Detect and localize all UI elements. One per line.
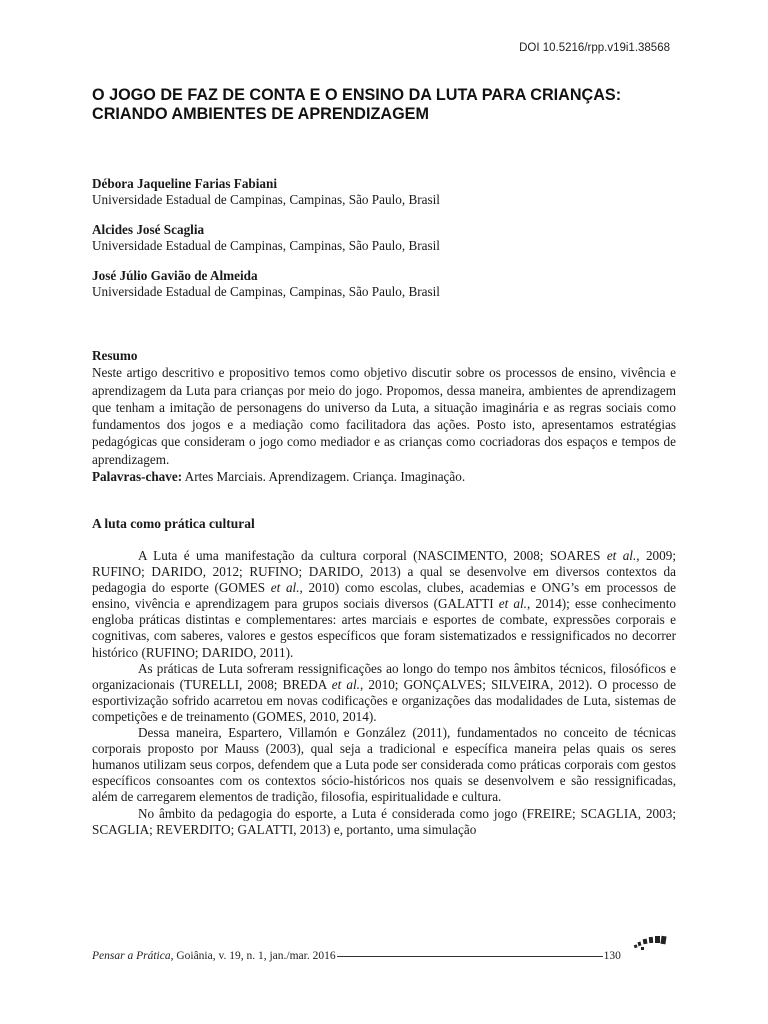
citation-et-al: et al.: [498, 596, 527, 612]
author-name: José Júlio Gavião de Almeida: [92, 268, 258, 283]
text-run: A Luta é uma manifestação da cultura corporal (NASCIMENTO, 2008; SOARES: [138, 548, 607, 563]
paragraph-4: No âmbito da pedagogia do esporte, a Luta é considerada como jogo (FREIRE; SCAGLIA, 2003; SCAGLIA; REVERDITO; GALATTI, 2013) e, portanto, uma simulação: [92, 805, 676, 837]
text-run: , 2014); esse conhecimento engloba práticas distintas e complementares: artes marciais e esportes de combate, expressões corporais e cognitivas, com saberes, valores e gestos específicos que foram sistematizados e ressignificados no decorrer histórico (RUFINO; DARIDO, 2011).: [92, 596, 677, 660]
author-list: [92, 176, 692, 314]
section-heading: A luta como prática cultural: [92, 516, 255, 531]
text-run: , 2009; RUFINO; DARIDO, 2012; RUFINO; DARIDO, 2013) a qual se desenvolve em diversos contextos da pedagogia do esporte (GOMES: [92, 548, 677, 596]
paragraph-2: [92, 661, 676, 725]
keywords: [92, 468, 676, 485]
paragraph-3: Dessa maneira, Espartero, Villamón e González (2011), fundamentados no conceito de técnicas corporais proposto por Mauss (2003), qual seja a tradicional e específica maneira pelas quais os seres humanos utilizam seus corpos, defendem que a Luta pode ser considerada como práticas corporais com gestos específicos consoantes com os contextos sócio-históricos nos quais se desenvolvem e são ressignificadas, além de carregarem elementos de tradição, filosofia, espiritualidade e cultura.: [92, 725, 676, 805]
author-affiliation: Universidade Estadual de Campinas, Campinas, São Paulo, Brasil: [92, 284, 440, 299]
author-3: [92, 268, 692, 300]
abstract-text: Neste artigo descritivo e propositivo temos como objetivo discutir sobre os processos de ensino, vivência e aprendizagem da Luta para crianças por meio do jogo. Propomos, dessa maneira, ambientes de aprendizagem que tenham a imitação de personagens do universo da Luta, a situação imaginária e as regras sociais como fundamentos dos jogos e a mediação como facilitadora das ações. Posto isto, apresentamos estratégias pedagógicas que consideram o jogo como mediador e as crianças como cocriadoras dos espaços e tempos de aprendizagem.: [92, 365, 676, 467]
journal-name: Pensar a Prática: [92, 950, 171, 962]
page-number: 130: [603, 950, 621, 962]
keywords-values: Artes Marciais. Aprendizagem. Criança. Imaginação.: [184, 469, 466, 485]
author-1: [92, 176, 692, 208]
author-affiliation: Universidade Estadual de Campinas, Campinas, São Paulo, Brasil: [92, 238, 440, 253]
author-2: [92, 222, 692, 254]
article-title: O JOGO DE FAZ DE CONTA E O ENSINO DA LUTA PARA CRIANÇAS: CRIANDO AMBIENTES DE APRENDIZAGEM: [92, 86, 622, 123]
page-footer: [92, 950, 664, 962]
text-run: , 2010; GONÇALVES; SILVEIRA, 2012). O processo de esportivização sofrido acarretou em novas codificações e organizações das modalidades de Luta, sistemas de competições e de treinamento (GOMES, 2010, 2014).: [92, 676, 677, 724]
abstract-heading: Resumo: [92, 348, 138, 363]
author-affiliation: Universidade Estadual de Campinas, Campinas, São Paulo, Brasil: [92, 192, 440, 207]
text-run: , 2010) como escolas, clubes, academias e ONG’s em processos de ensino, vivência e aprendizagem para grupos sociais diversos (GALATTI: [92, 580, 677, 612]
journal-details: , Goiânia, v. 19, n. 1, jan./mar. 2016: [170, 950, 336, 962]
author-name: Débora Jaqueline Farias Fabiani: [92, 176, 277, 191]
author-name: Alcides José Scaglia: [92, 222, 205, 237]
citation-et-al: et al.: [331, 676, 360, 692]
paragraph-1: [92, 548, 676, 661]
citation-et-al: et al.: [606, 548, 637, 563]
footer-rule: [337, 956, 603, 957]
citation-et-al: et al.: [270, 580, 300, 596]
keywords-label: Palavras-chave:: [92, 469, 183, 485]
doi-label: DOI 10.5216/rpp.v19i1.38568: [519, 42, 670, 54]
abstract: [92, 347, 676, 485]
text-run: As práticas de Luta sofreram ressignificações ao longo do tempo nos âmbitos técnicos, filosóficos e organizacionais (TURELLI, 2008; BREDA: [92, 660, 676, 692]
body-text: [92, 548, 676, 838]
